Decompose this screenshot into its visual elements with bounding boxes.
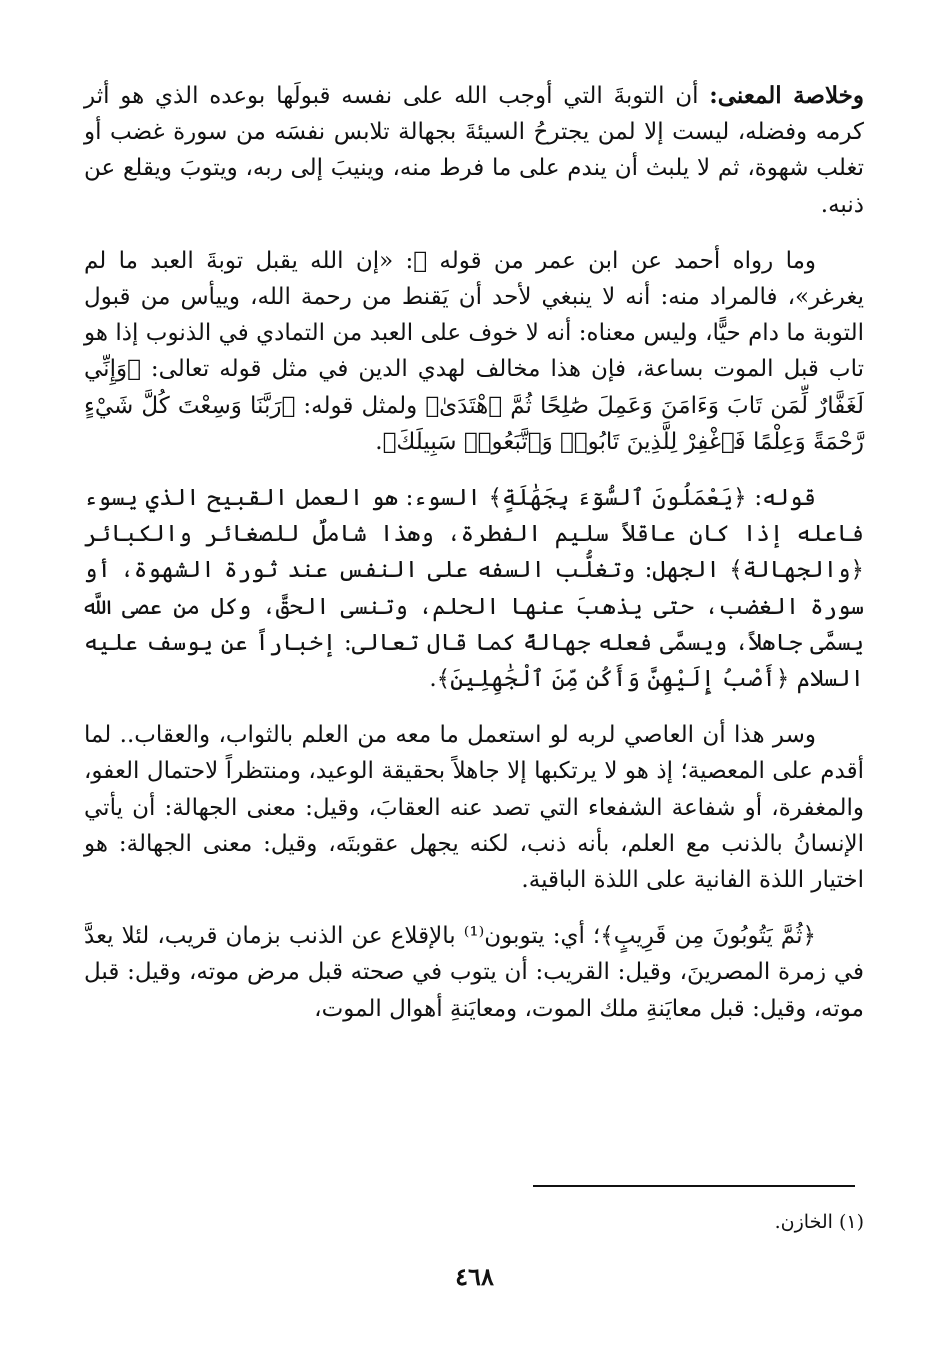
- paragraph-commentary-sin: [84, 480, 864, 697]
- paragraph-hadith: [84, 243, 864, 460]
- footnote: (١) الخازن.: [774, 1211, 864, 1233]
- page-body: [84, 78, 864, 1047]
- commentary-sin-text: قوله: ﴿يَعْمَلُونَ ٱلسُّوٓءَ بِجَهَٰلَةٍ﴾ السوء: هو العمل القبيح الذي يسوء فاعله إذا كان عاقلاً سليم الفطرة، وهذا شاملٌ للصغائر والكبائر ﴿والجهالة﴾ الجهل: وتغلُّب السفه على النفس عند ثورة الشهوة، أو سورة الغضب، حتى يذهبَ عنها الحلم، وتنسى الحقَّ، وكل من عصى اللَّه يسمَّى جاهلاً، ويسمَّى فعله جهالةً كما قال تعالى: إخباراً عن يوسف عليه السلام ﴿أَصْبُ إِلَيْهِنَّ وَأَكُن مِّنَ ٱلْجَٰهِلِينَ﴾.: [84, 485, 864, 693]
- summary-heading: وخلاصة المعنى:: [709, 82, 865, 109]
- paragraph-secret: [84, 717, 864, 898]
- footnote-divider: [533, 1185, 855, 1187]
- paragraph-summary: [84, 78, 864, 223]
- paragraph-repent-soon: [84, 918, 864, 1027]
- hadith-text: وما رواه أحمد عن ابن عمر من قوله ﷺ: «إن الله يقبل توبةَ العبد ما لم يغرغر»، فالمراد منه: أنه لا ينبغي لأحد أن يَقنط من رحمة الله، وييأس من قبول التوبة ما دام حيًّا، وليس معناه: أنه لا خوف على العبد من التمادي في الذنوب إذا هو تاب قبل الموت بساعة، فإن هذا مخالف لهدي الدين في مثل قوله تعالى: ﴿وَإِنِّي لَغَفَّارٌ لِّمَن تَابَ وَءَامَنَ وَعَمِلَ صَٰلِحًا ثُمَّ ٱهْتَدَىٰ﴾ ولمثل قوله: ﴿رَبَّنَا وَسِعْتَ كُلَّ شَيْءٍ رَّحْمَةً وَعِلْمًا فَٱغْفِرْ لِلَّذِينَ تَابُوا۟ وَٱتَّبَعُوا۟ سَبِيلَكَ﴾.: [84, 247, 864, 455]
- secret-text: وسر هذا أن العاصي لربه لو استعمل ما معه من العلم بالثواب، والعقاب.. لما أقدم على المعصية؛ إذ هو لا يرتكبها إلا جاهلاً بحقيقة الوعيد، ومنتظراً لاحتمال العفو، والمغفرة، أو شفاعة الشفعاء التي تصد عنه العقابَ، وقيل: معنى الجهالة: أن يأتي الإنسانُ بالذنب مع العلم، بأنه ذنب، لكنه يجهل عقوبتَه، وقيل: معنى الجهالة: هو اختيار اللذة الفانية على اللذة الباقية.: [84, 722, 864, 894]
- summary-text: أن التوبةَ التي أوجب الله على نفسه قبولَها بوعده الذي هو أثر كرمه وفضله، ليست إلا لمن يجترحُ السيئةَ بجهالة تلابس نفسَه من سورة غضب أو تغلب شهوة، ثم لا يلبث أن يندم على ما فرط منه، وينيبَ إلى ربه، ويتوبَ ويقلع عن ذنبه.: [84, 83, 864, 218]
- page-number: ٤٦٨: [455, 1262, 494, 1291]
- repent-soon-text: ﴿ثُمَّ يَتُوبُونَ مِن قَرِيبٍ﴾؛ أي: يتوبون⁽¹⁾ بالإقلاع عن الذنب بزمان قريب، لئلا يعدَّ في زمرة المصرينَ، وقيل: القريب: أن يتوب في صحته قبل مرض موته، وقيل: قبل موته، وقيل: قبل معايَنةِ ملك الموت، ومعايَنةِ أهوال الموت،: [84, 923, 864, 1022]
